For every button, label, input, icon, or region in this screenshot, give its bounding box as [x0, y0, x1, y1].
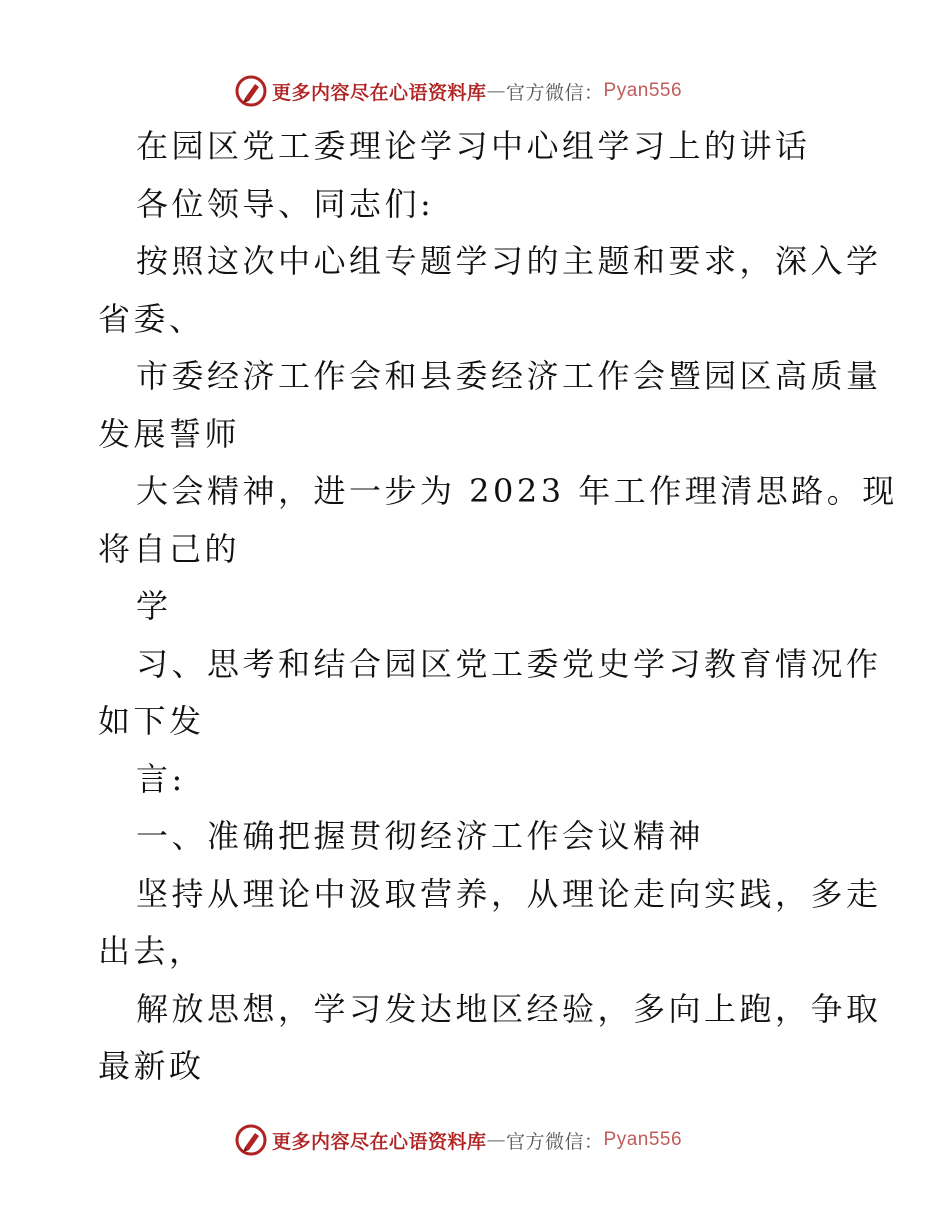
- paragraph-line: 大会精神，进一步为 2023 年工作理清思路。现: [136, 472, 898, 510]
- footer-watermark: [234, 1123, 682, 1157]
- pen-seal-icon: [234, 1123, 268, 1157]
- paragraph-line: 最新政: [98, 1047, 205, 1085]
- header-watermark: [234, 74, 682, 108]
- paragraph-line: 坚持从理论中汲取营养，从理论走向实践，多走: [136, 874, 882, 913]
- paragraph-line: 出去，: [98, 932, 205, 970]
- paragraph-line: 发展誓师: [98, 414, 241, 453]
- paragraph-line: 市委经济工作会和县委经济工作会暨园区高质量: [136, 357, 882, 395]
- watermark-label: 官方微信：: [506, 81, 604, 104]
- watermark-label: 官方微信：: [506, 1130, 604, 1153]
- pen-seal-icon: [234, 74, 268, 108]
- watermark-dash: —: [486, 80, 507, 102]
- paragraph-line: 解放思想，学习发达地区经验，多向上跑，争取: [136, 989, 882, 1028]
- salutation: 各位领导、同志们:: [136, 184, 435, 223]
- paragraph-line: 习、思考和结合园区党工委党史学习教育情况作: [136, 644, 882, 683]
- document-body: [98, 118, 898, 1096]
- watermark-wechat-id: Pyan556: [603, 80, 683, 101]
- document-title: 在园区党工委理论学习中心组学习上的讲话: [136, 127, 811, 165]
- watermark-brand: 更多内容尽在心语资料库: [272, 81, 487, 104]
- watermark-wechat-id: Pyan556: [603, 1129, 683, 1150]
- paragraph-line: 言:: [136, 759, 186, 798]
- watermark-brand: 更多内容尽在心语资料库: [272, 1130, 487, 1153]
- paragraph-line: 按照这次中心组专题学习的主题和要求，深入学: [136, 242, 882, 280]
- watermark-dash: —: [486, 1129, 507, 1151]
- paragraph-line: 将自己的: [98, 529, 241, 568]
- paragraph-line: 如下发: [98, 702, 205, 740]
- section-heading: 一、准确把握贯彻经济工作会议精神: [136, 817, 705, 855]
- paragraph-line: 省委、: [98, 299, 205, 338]
- paragraph-line: 学: [136, 587, 172, 625]
